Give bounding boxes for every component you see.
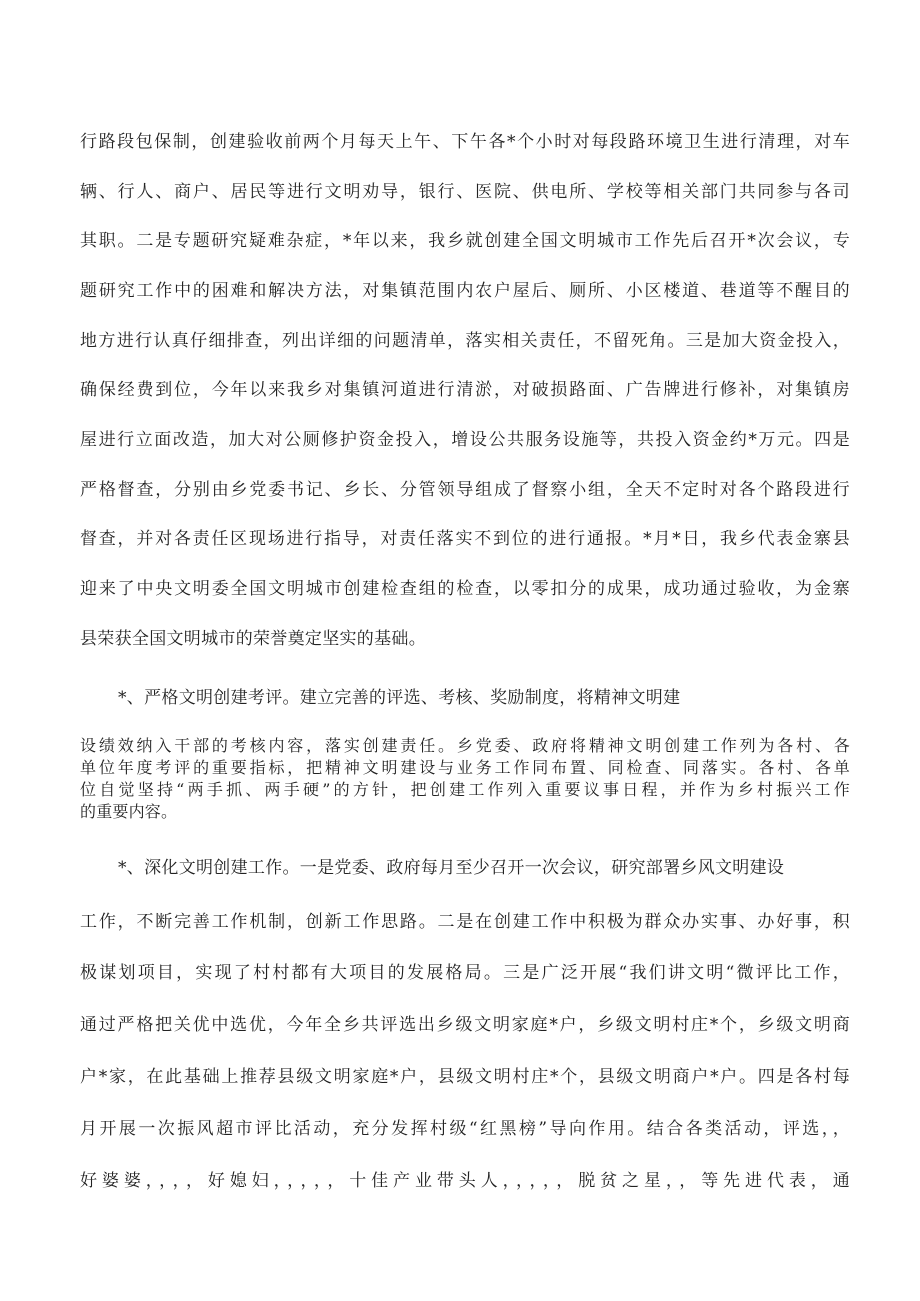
paragraph-line: 地方进行认真仔细排查，列出详细的问题清单，落实相关责任，不留死角。三是加大资金投入， [80, 331, 850, 351]
paragraph-line: 户*家，在此基础上推荐县级文明家庭*户，县级文明村庄*个，县级文明商户*户。四是各村每 [80, 1067, 850, 1087]
paragraph-line: 题研究工作中的困难和解决方法，对集镇范围内农户屋后、厕所、小区楼道、巷道等不醒目的 [80, 281, 850, 301]
compact-paragraph [80, 735, 850, 823]
paragraph-line: 极谋划项目，实现了村村都有大项目的发展格局。三是广泛开展“我们讲文明“微评比工作， [80, 963, 850, 983]
paragraph-line: 的重要内容。 [80, 802, 178, 821]
paragraph-line: 迎来了中央文明委全国文明城市创建检查组的检查，以零扣分的成果，成功通过验收，为金寨 [80, 579, 850, 599]
paragraph-line: 严格督查，分别由乡党委书记、乡长、分管领导组成了督察小组，全天不定时对各个路段进行 [80, 480, 850, 500]
paragraph-line: 工作，不断完善工作机制，创新工作思路。二是在创建工作中积极为群众办实事、办好事，积 [80, 912, 850, 932]
paragraph-line: 确保经费到位，今年以来我乡对集镇河道进行清淤，对破损路面、广告牌进行修补，对集镇房 [80, 380, 850, 400]
paragraph-line: 好婆婆，，，，好媳妇，，，，，十佳产业带头人，，，，，脱贫之星，，等先进代表，通 [80, 1171, 850, 1191]
paragraph-line: 设绩效纳入干部的考核内容，落实创建责任。乡党委、政府将精神文明创建工作列为各村、各 [80, 736, 850, 755]
paragraph-line: 行路段包保制，创建验收前两个月每天上午、下午各*个小时对每段路环境卫生进行清理，对车 [80, 132, 850, 152]
paragraph-line: 其职。二是专题研究疑难杂症，*年以来，我乡就创建全国文明城市工作先后召开*次会议，专 [80, 231, 850, 251]
paragraph-line: 屋进行立面改造，加大对公厕修护资金投入，增设公共服务设施等，共投入资金约*万元。四是 [80, 430, 850, 450]
section-heading: *、深化文明创建工作。一是党委、政府每月至少召开一次会议，研究部署乡风文明建设 [118, 858, 785, 878]
section-heading: *、严格文明创建考评。建立完善的评选、考核、奖励制度，将精神文明建 [118, 688, 681, 708]
paragraph-line: 县荣获全国文明城市的荣誉奠定坚实的基础。 [80, 629, 426, 649]
paragraph-line: 通过严格把关优中选优，今年全乡共评选出乡级文明家庭*户，乡级文明村庄*个，乡级文明商 [80, 1015, 850, 1035]
paragraph-line: 辆、行人、商户、居民等进行文明劝导，银行、医院、供电所、学校等相关部门共同参与各司 [80, 182, 850, 202]
paragraph-line: 督查，并对各责任区现场进行指导，对责任落实不到位的进行通报。*月*日，我乡代表金寨县 [80, 529, 850, 549]
paragraph-line: 月开展一次振风超市评比活动，充分发挥村级“红黑榜”导向作用。结合各类活动，评选，， [80, 1119, 850, 1139]
paragraph-line: 位自觉坚持“两手抓、两手硬”的方针，把创建工作列入重要议事日程，并作为乡村振兴工作 [80, 780, 850, 799]
paragraph-line: 单位年度考评的重要指标，把精神文明建设与业务工作同布置、同检查、同落实。各村、各单 [80, 758, 850, 777]
